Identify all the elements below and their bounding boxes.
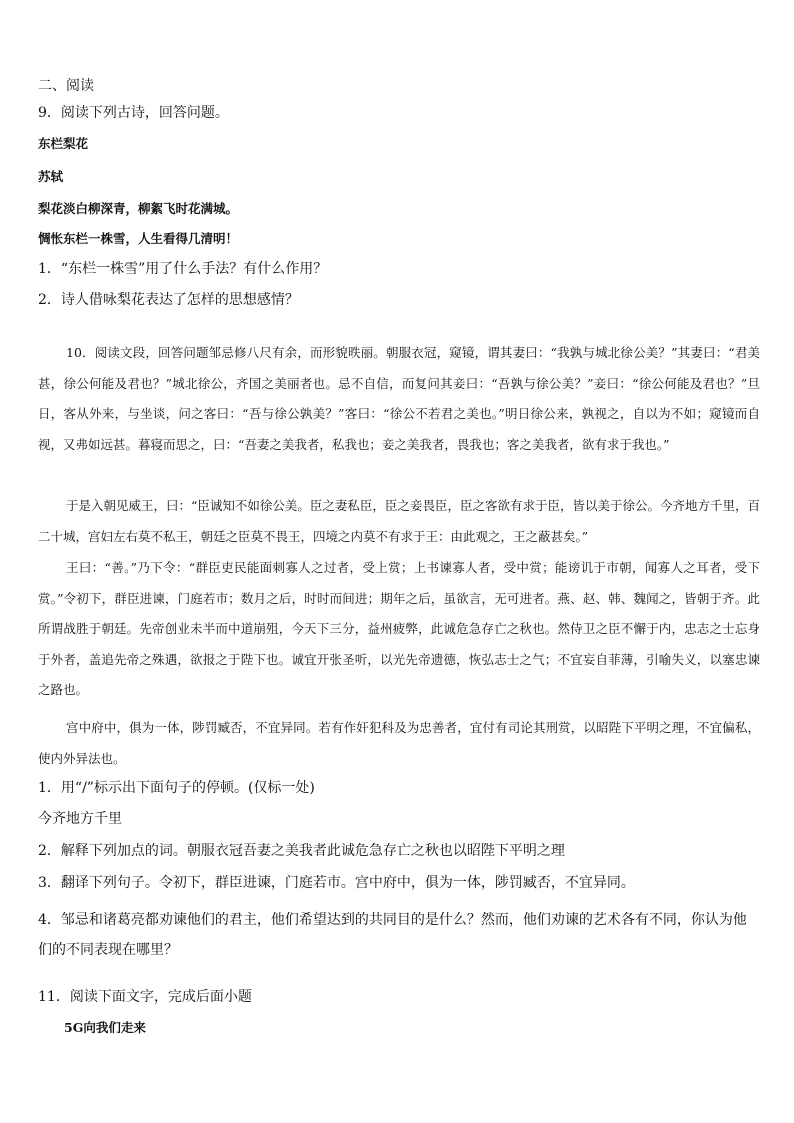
- q10-paragraph-1: 10．阅读文段，回答问题邹忌修八尺有余，而形貌昳丽。朝服衣冠，窥镜，谓其妻曰：“我孰与城北徐公美？”其妻曰：“君美甚，徐公何能及君也？”城北徐公，齐国之美丽者也。忌不自信，而复问其妾曰：“吾孰与徐公美？”妾曰：“徐公何能及君也？”旦日，客从外来，与坐谈，问之客曰：“吾与徐公孰美？”客曰：“徐公不若君之美也。”明日徐公来，孰视之，自以为不如；窥镜而自视，又弗如远甚。暮寝而思之，曰：“吾妻之美我者，私我也；妾之美我者，畏我也；客之美我者，欲有求于我也。”: [38, 345, 760, 452]
- q10-sub-1-sentence: 今齐地方千里: [38, 811, 122, 827]
- q10-sub-1: 1．用“/”标示出下面句子的停顿。(仅标一处): [38, 780, 315, 796]
- q10-paragraph-2: 于是入朝见威王，曰：“臣诚知不如徐公美。臣之妻私臣，臣之妾畏臣，臣之客欲有求于臣，皆以美于徐公。今齐地方千里，百二十城，宫妇左右莫不私王，朝廷之臣莫不畏王，四境之内莫不有求于王：由此观之，王之蔽甚矣。”: [38, 498, 760, 544]
- q10-sub-3: 3．翻译下列句子。令初下，群臣进谏，门庭若市。宫中府中，俱为一体，陟罚臧否，不宜异同。: [38, 875, 635, 891]
- q10-sub-4: 4．邹忌和诸葛亮都劝谏他们的君主，他们希望达到的共同目的是什么？然而，他们劝谏的艺术各有不同，你认为他们的不同表现在哪里？: [38, 912, 747, 958]
- q10-sub-2: 2．解释下列加点的词。朝服衣冠吾妻之美我者此诚危急存亡之秋也以昭陛下平明之理: [38, 843, 565, 859]
- section-title: 二、阅读: [38, 78, 94, 94]
- q9-prompt: 9．阅读下列古诗，回答问题。: [38, 105, 229, 121]
- q10-paragraph-3: 王曰：“善。”乃下令：“群臣吏民能面刺寡人之过者，受上赏；上书谏寡人者，受中赏；能谤讥于市朝，闻寡人之耳者，受下赏。”令初下，群臣进谏，门庭若市；数月之后，时时而间进；期年之后，虽欲言，无可进者。燕、赵、韩、魏闻之，皆朝于齐。此所谓战胜于朝廷。先帝创业未半而中道崩殂，今天下三分，益州疲弊，此诚危急存亡之秋也。然侍卫之臣不懈于内，忠志之士忘身于外者，盖追先帝之殊遇，欲报之于陛下也。诚宜开张圣听，以光先帝遗德，恢弘志士之气；不宜妄自菲薄，引喻失义，以塞忠谏之路也。: [38, 560, 760, 697]
- q9-sub-2: 2．诗人借咏梨花表达了怎样的思想感情？: [38, 292, 299, 308]
- q11-prompt: 11．阅读下面文字，完成后面小题: [38, 989, 252, 1005]
- q9-sub-1: 1．“东栏一株雪”用了什么手法？有什么作用？: [38, 261, 328, 277]
- poem-title: 东栏梨花: [38, 136, 89, 151]
- q11-article-title: 5G向我们走来: [64, 1020, 146, 1035]
- poem-author: 苏轼: [38, 169, 64, 184]
- poem-line-2: 惆怅东栏一株雪，人生看得几清明！: [38, 231, 239, 246]
- q10-paragraph-4: 宫中府中，俱为一体，陟罚臧否，不宜异同。若有作奸犯科及为忠善者，宜付有司论其刑赏，以昭陛下平明之理，不宜偏私，使内外异法也。: [38, 720, 760, 766]
- poem-line-1: 梨花淡白柳深青，柳絮飞时花满城。: [38, 201, 239, 216]
